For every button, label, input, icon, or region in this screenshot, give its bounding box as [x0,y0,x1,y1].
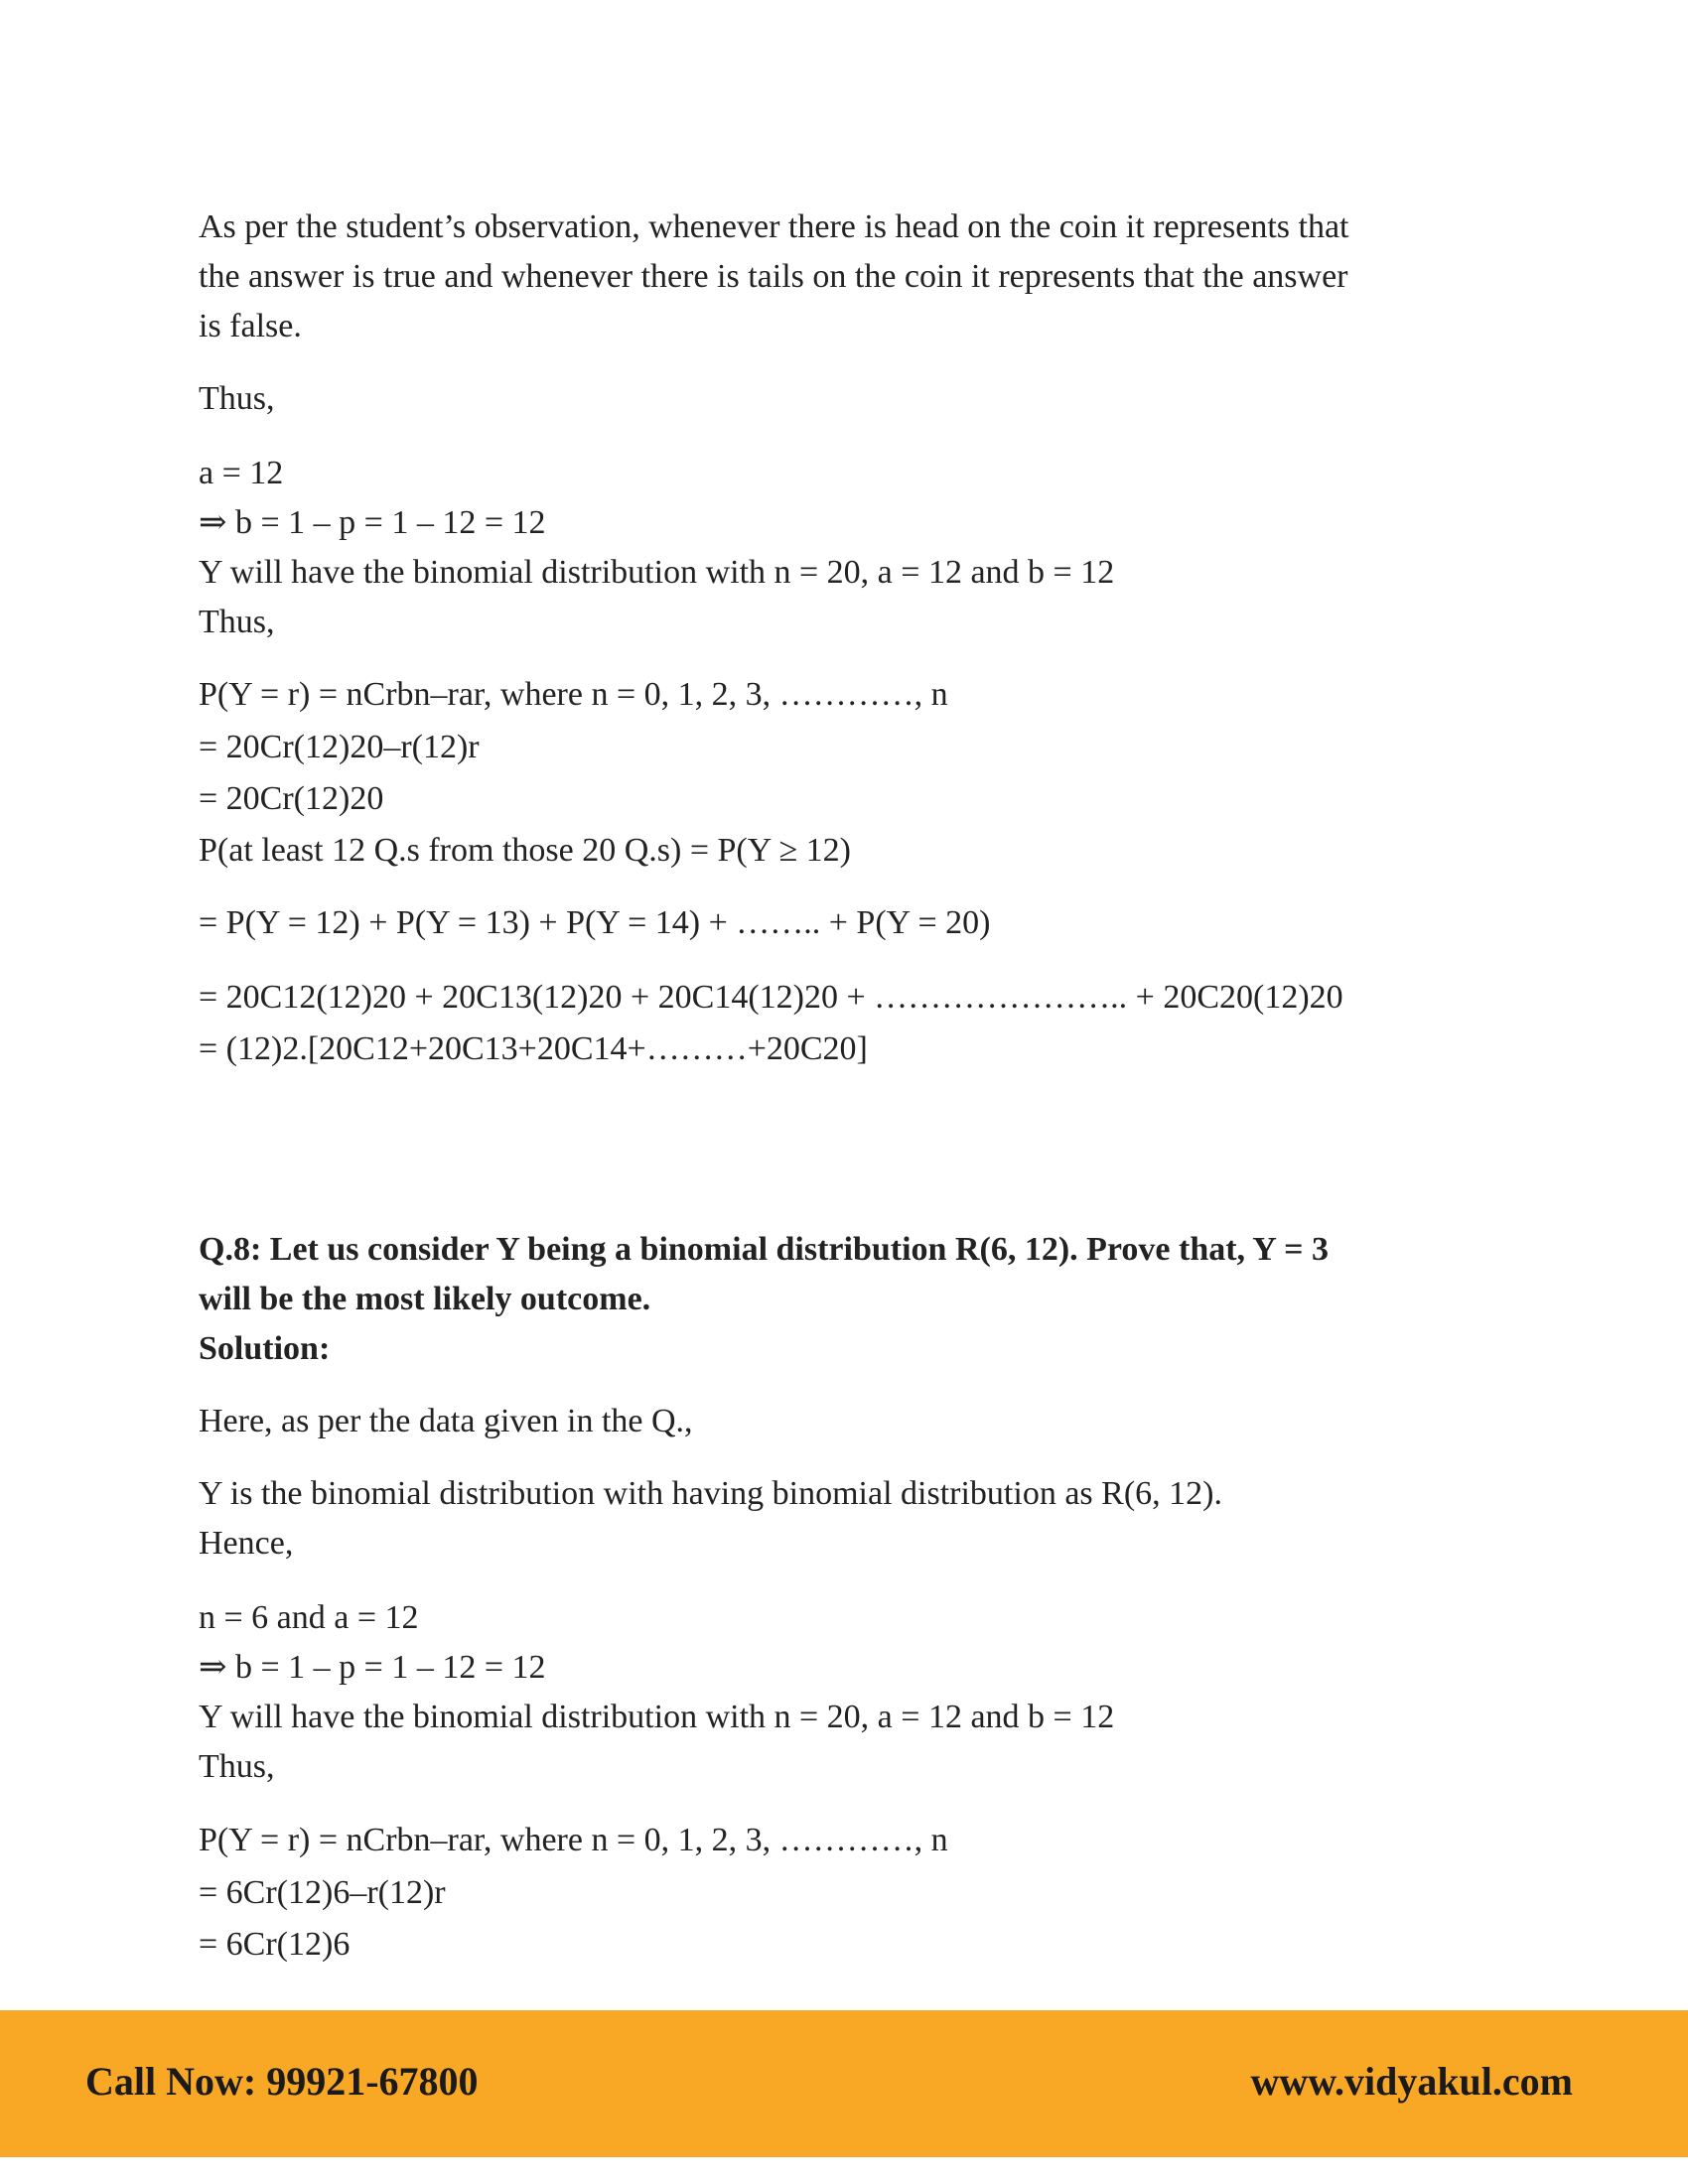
math-line: P(at least 12 Q.s from those 20 Q.s) = P(Y ≥ 12) [199,832,852,869]
math-line: ⇒ b = 1 – p = 1 – 12 = 12 [199,1649,546,1686]
math-line: a = 12 [199,455,284,491]
math-line: = 20C12(12)20 + 20C13(12)20 + 20C14(12)20 + ………………….. + 20C20(12)20 [199,979,1343,1016]
math-line: = P(Y = 12) + P(Y = 13) + P(Y = 14) + …….. + P(Y = 20) [199,904,991,941]
paragraph-line: Here, as per the data given in the Q., [199,1403,693,1439]
math-line: P(Y = r) = nCrbn–rar, where n = 0, 1, 2, 3, …………, n [199,676,948,713]
paragraph-line: As per the student’s observation, whenever there is head on the coin it represents that [199,208,1349,245]
solution-label: Solution: [199,1330,331,1367]
math-line: P(Y = r) = nCrbn–rar, where n = 0, 1, 2, 3, …………, n [199,1822,948,1858]
paragraph-line: Thus, [199,1748,275,1785]
math-line: = 20Cr(12)20–r(12)r [199,729,480,765]
call-now-text[interactable]: Call Now: 99921-67800 [85,2059,479,2104]
math-line: = 6Cr(12)6–r(12)r [199,1874,446,1911]
paragraph-line: Thus, [199,380,275,417]
question-heading: will be the most likely outcome. [199,1281,651,1317]
footer-banner [0,2010,1688,2157]
paragraph-line: Y will have the binomial distribution with n = 20, a = 12 and b = 12 [199,1699,1115,1735]
question-heading: Q.8: Let us consider Y being a binomial distribution R(6, 12). Prove that, Y = 3 [199,1231,1329,1268]
math-line: = 6Cr(12)6 [199,1926,351,1963]
math-line: ⇒ b = 1 – p = 1 – 12 = 12 [199,504,546,541]
website-link[interactable]: www.vidyakul.com [1250,2059,1573,2104]
paragraph-line: the answer is true and whenever there is tails on the coin it represents that the answer [199,258,1348,295]
paragraph-line: Y will have the binomial distribution with n = 20, a = 12 and b = 12 [199,554,1115,591]
paragraph-line: Y is the binomial distribution with having binomial distribution as R(6, 12). [199,1475,1222,1512]
math-line: = 20Cr(12)20 [199,780,384,817]
math-line: n = 6 and a = 12 [199,1599,419,1636]
paragraph-line: Hence, [199,1525,294,1562]
math-line: = (12)2.[20C12+20C13+20C14+………+20C20] [199,1030,868,1067]
paragraph-line: Thus, [199,604,275,640]
paragraph-line: is false. [199,308,302,344]
